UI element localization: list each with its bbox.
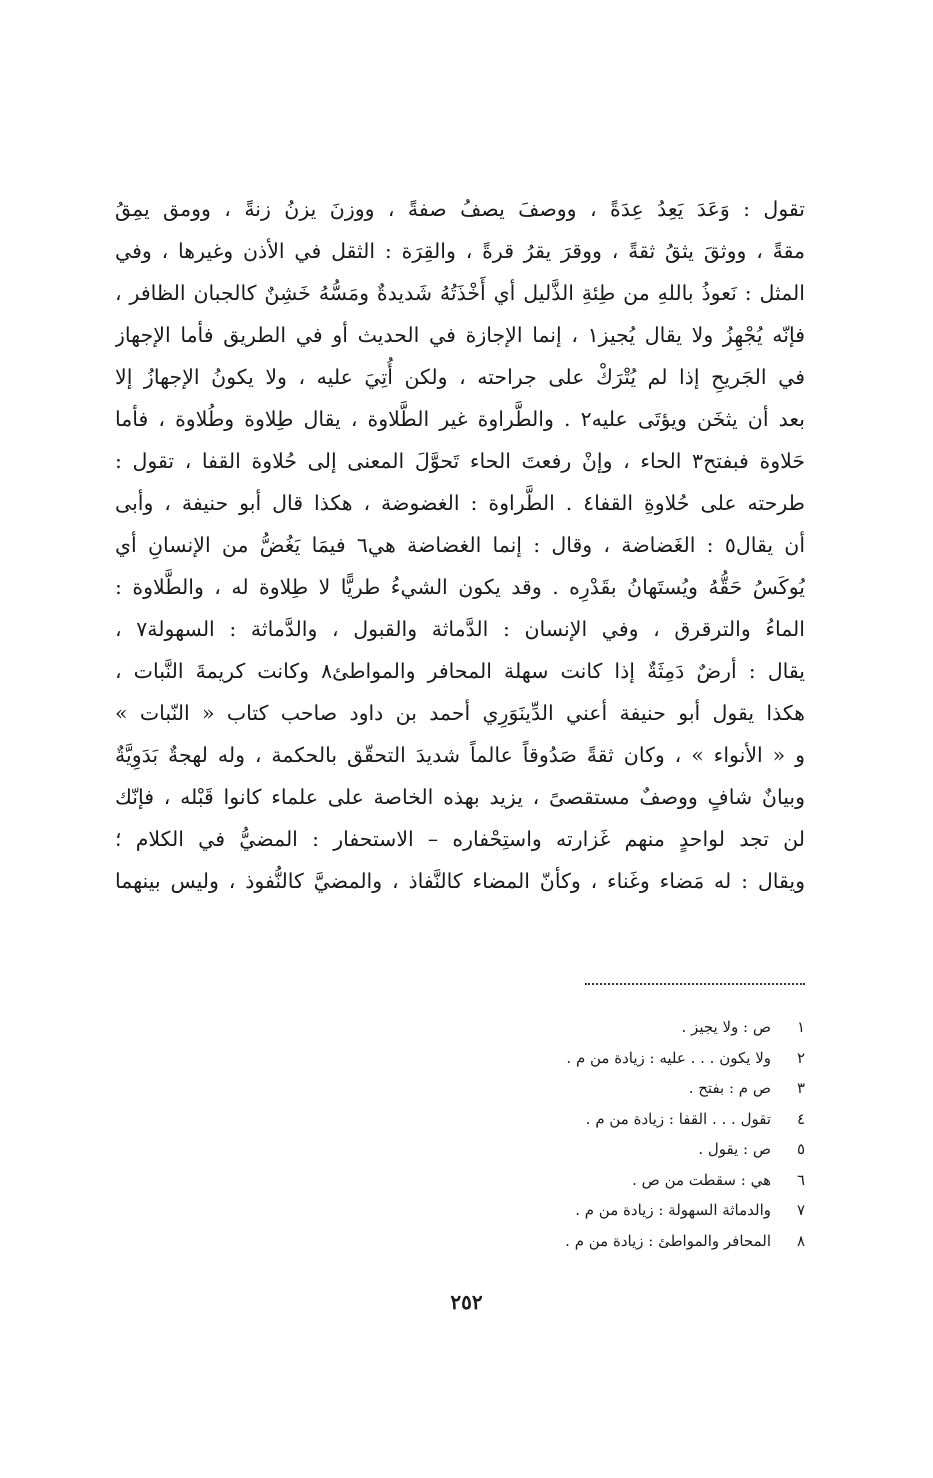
footnote-number: ٦ bbox=[796, 1170, 805, 1189]
text-line-15: وبيانٌ شافٍ ووصفٌ مستقصىً ، يزيد بهذه الخاصة على علماء كانوا قَبْله ، فإنّك bbox=[115, 785, 805, 809]
text-line-10: يُوكَسُ حَقُّهُ ويُستَهانُ بقَدْرِه . وقد يكون الشيءُ طريًّا لا طِلاوة له ، والطَّلاوة : bbox=[115, 575, 805, 599]
text-line-13: هكذا يقول أبو حنيفة أعني الدِّينَوَرِي أحمد بن داود صاحب كتاب « النّبات » bbox=[115, 701, 805, 725]
main-text-block bbox=[115, 188, 805, 902]
footnote-item bbox=[385, 1073, 805, 1104]
text-line-16: لن تجد لواحدٍ منهم غَزارته واستِحْفاره – الاستحفار : المضيُّ في الكلام ؛ bbox=[115, 827, 805, 851]
footnote-item bbox=[385, 1043, 805, 1074]
footnote-number: ٧ bbox=[796, 1201, 805, 1219]
text-line-17: ويقال : له مَضاء وغَناء ، وكأنّ المضاء كالنَّفاذ ، والمضيَّ كالنُّفوذ ، وليس بينهما bbox=[115, 869, 805, 893]
footnote-item bbox=[385, 1104, 805, 1135]
footnote-number: ٣ bbox=[796, 1079, 805, 1097]
footnote-number: ١ bbox=[796, 1018, 805, 1036]
footnote-item bbox=[385, 1195, 805, 1226]
page-number: ٢٥٢ bbox=[450, 1290, 483, 1314]
text-line-11: الماءُ والترقرق ، وفي الإنسان : الدَّماثة والقبول ، والدَّماثة : السهولة٧ ، bbox=[115, 617, 805, 641]
footnote-text: المحافر والمواطئ : زيادة من م . bbox=[565, 1231, 771, 1250]
footnote-text: ص : يقول . bbox=[698, 1140, 771, 1158]
text-line-6: بعد أن يثخَن ويؤتَى عليه٢ . والطَّراوة غير الطَّلاوة ، يقال طِلاوة وطُلاوة ، فأما bbox=[115, 407, 805, 431]
text-line-8: طرحته على حُلاوةِ القفا٤ . الطَّراوة : الغضوضة ، هكذا قال أبو حنيفة ، وأبى bbox=[115, 491, 805, 515]
footnote-item bbox=[385, 1012, 805, 1043]
footnote-text: هي : سقطت من ص . bbox=[632, 1170, 771, 1189]
footnote-separator bbox=[585, 983, 805, 985]
text-line-14: و « الأنواء » ، وكان ثقةً صَدُوقاً عالماً شديدَ التحقّق بالحكمة ، وله لهجةٌ بَدَوِيَّةٌ bbox=[115, 743, 805, 767]
text-line-4: فإنّه يُجْهِزُ ولا يقال يُجيز١ ، إنما الإجازة في الحديث أو في الطريق فأما الإجهاز bbox=[115, 323, 805, 347]
footnote-text: ولا يكون . . . عليه : زيادة من م . bbox=[566, 1048, 771, 1067]
text-line-2: مقةً ، ووثقَ يثقُ ثقةً ، ووقرَ يقرُ قرةً ، والقِرَة : الثقل في الأذن وغيرها ، وفي bbox=[115, 239, 805, 263]
footnote-number: ٨ bbox=[796, 1231, 805, 1250]
text-line-9: أن يقال٥ : الغَضاضة ، وقال : إنما الغضاضة هي٦ فيمَا يَغُضُّ من الإنسانِ أي bbox=[115, 533, 805, 557]
footnote-number: ٢ bbox=[796, 1048, 805, 1067]
footnotes-list bbox=[385, 1012, 805, 1256]
text-line-7: حَلاوة فبفتح٣ الحاء ، وإنْ رفعتَ الحاء تَحوَّلَ المعنى إلى حُلاوة القفا ، تقول : bbox=[115, 449, 805, 473]
text-line-3: المثل : نَعوذُ باللهِ من طِئةِ الذَّليل أي أَخْذَتُهُ شَديدةٌ ومَسُّهُ خَشِنٌ كالجبان الظافر ، bbox=[115, 281, 805, 305]
text-line-5: في الجَريحِ إذا لم يُتْرَكْ على جراحته ، ولكن أُتِيَ عليه ، ولا يكونُ الإجهازُ إلا bbox=[115, 365, 805, 389]
text-line-1: تقول : وَعَدَ يَعِدُ عِدَةً ، ووصفَ يصفُ صفةً ، ووزنَ يزنُ زنةً ، وومق يمِقُ bbox=[115, 197, 805, 221]
footnote-item bbox=[385, 1134, 805, 1165]
footnote-number: ٥ bbox=[796, 1140, 805, 1158]
text-line-12: يقال : أرضٌ دَمِثَةٌ إذا كانت سهلة المحافر والمواطئ٨ وكانت كريمةَ النَّبات ، bbox=[115, 659, 805, 683]
footnote-text: تقول . . . القفا : زيادة من م . bbox=[585, 1109, 771, 1128]
footnote-text: والدماثة السهولة : زيادة من م . bbox=[575, 1201, 771, 1219]
footnote-item bbox=[385, 1165, 805, 1196]
footnote-text: ص م : بفتح . bbox=[688, 1079, 771, 1097]
footnote-item bbox=[385, 1226, 805, 1257]
footnote-number: ٤ bbox=[796, 1109, 805, 1128]
footnote-text: ص : ولا يجيز . bbox=[681, 1018, 771, 1036]
